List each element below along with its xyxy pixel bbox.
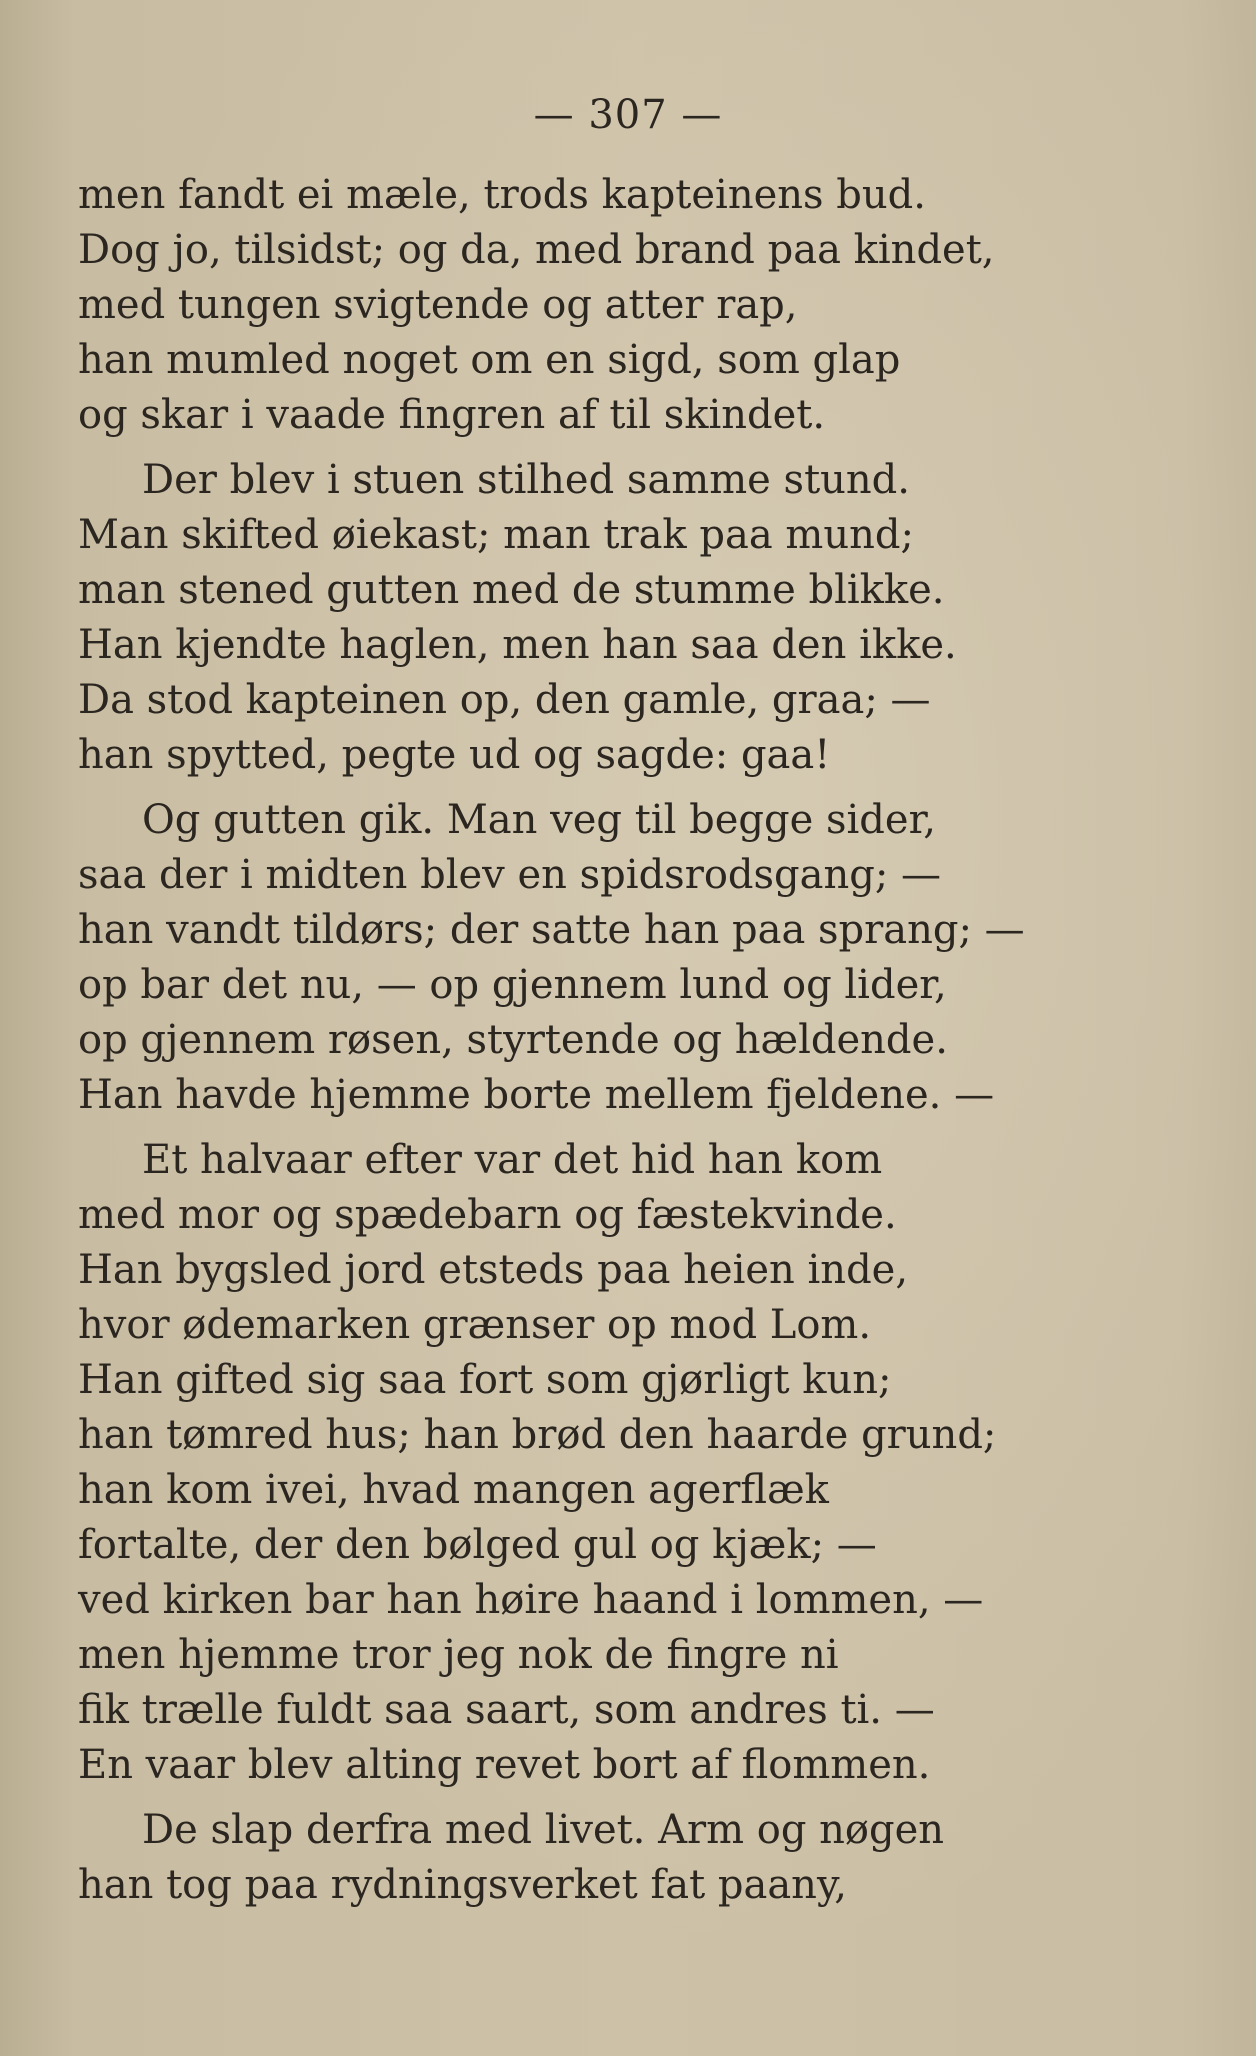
stanza-5 bbox=[78, 1803, 1198, 1913]
poem-line: han tog paa rydningsverket fat paany, bbox=[78, 1862, 847, 1908]
poem-line: op gjennem røsen, styrtende og hældende. bbox=[78, 1017, 948, 1063]
poem-line: med tungen svigtende og atter rap, bbox=[78, 282, 798, 328]
poem-line: fik trælle fuldt saa saart, som andres ti. — bbox=[78, 1687, 935, 1733]
poem-line: Man skifted øiekast; man trak paa mund; bbox=[78, 512, 914, 558]
poem-line: Dog jo, tilsidst; og da, med brand paa kindet, bbox=[78, 227, 995, 273]
poem-line: En vaar blev alting revet bort af flommen. bbox=[78, 1742, 931, 1788]
poem-line: De slap derfra med livet. Arm og nøgen bbox=[142, 1807, 945, 1853]
poem-line: hvor ødemarken grænser op mod Lom. bbox=[78, 1302, 872, 1348]
stanza-1 bbox=[78, 168, 1198, 443]
stanza-2 bbox=[78, 453, 1198, 783]
poem-line: ved kirken bar han høire haand i lommen, — bbox=[78, 1577, 984, 1623]
poem-line: Han kjendte haglen, men han saa den ikke. bbox=[78, 622, 957, 668]
poem-line: og skar i vaade fingren af til skindet. bbox=[78, 392, 826, 438]
poem-line: men fandt ei mæle, trods kapteinens bud. bbox=[78, 172, 926, 218]
poem-line: Et halvaar efter var det hid han kom bbox=[142, 1137, 883, 1183]
poem-line: Han havde hjemme borte mellem fjeldene. — bbox=[78, 1072, 995, 1118]
poem-line: fortalte, der den bølged gul og kjæk; — bbox=[78, 1522, 877, 1568]
poem-line: saa der i midten blev en spidsrodsgang; — bbox=[78, 852, 942, 898]
poem-line: op bar det nu, — op gjennem lund og lider, bbox=[78, 962, 947, 1008]
poem-line: Da stod kapteinen op, den gamle, graa; — bbox=[78, 677, 931, 723]
poem-line: med mor og spædebarn og fæstekvinde. bbox=[78, 1192, 897, 1238]
poem-line: han kom ivei, hvad mangen agerflæk bbox=[78, 1467, 829, 1513]
poem-line: Der blev i stuen stilhed samme stund. bbox=[142, 457, 910, 503]
poem-line: Han gifted sig saa fort som gjørligt kun; bbox=[78, 1357, 892, 1403]
poem-line: han mumled noget om en sigd, som glap bbox=[78, 337, 901, 383]
poem-line: han vandt tildørs; der satte han paa sprang; — bbox=[78, 907, 1025, 953]
page-number: — 307 — bbox=[533, 92, 723, 138]
stanza-4 bbox=[78, 1133, 1198, 1793]
poem-line: Han bygsled jord etsteds paa heien inde, bbox=[78, 1247, 909, 1293]
poem-text bbox=[78, 168, 1198, 1913]
stanza-3 bbox=[78, 793, 1198, 1123]
poem-line: han spytted, pegte ud og sagde: gaa! bbox=[78, 732, 831, 778]
poem-line: men hjemme tror jeg nok de fingre ni bbox=[78, 1632, 839, 1678]
poem-line: han tømred hus; han brød den haarde grund; bbox=[78, 1412, 997, 1458]
poem-line: man stened gutten med de stumme blikke. bbox=[78, 567, 945, 613]
poem-line: Og gutten gik. Man veg til begge sider, bbox=[142, 797, 937, 843]
